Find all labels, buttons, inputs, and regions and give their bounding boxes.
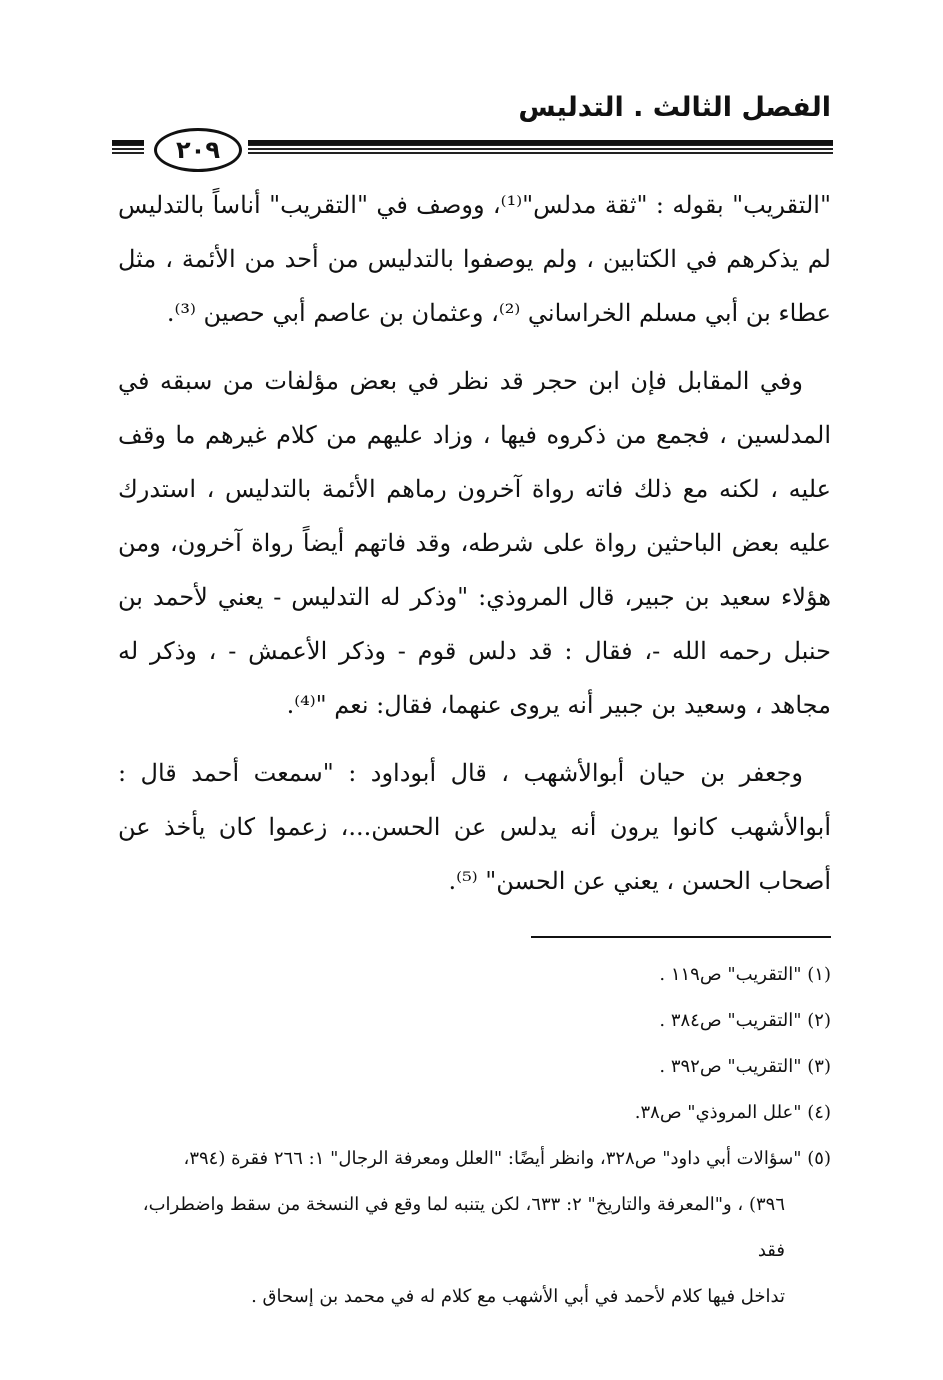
- main-text: [118, 178, 831, 922]
- paragraph: وجعفر بن حيان أبوالأشهب ، قال أبوداود : "سمعت أحمد قال : أبوالأشهب كانوا يرون أنه يدلس عن الحسن...، زعموا كان يأخذ عن أصحاب الحسن ، يعني عن الحسن" ⁽⁵⁾.: [118, 759, 831, 895]
- footnote-separator: [531, 936, 831, 938]
- footnote: (٣) "التقريب" ص٣٩٢ .: [659, 1056, 831, 1077]
- paragraph: "التقريب" بقوله : "ثقة مدلس"⁽¹⁾، ووصف في "التقريب" أناساً بالتدليس لم يذكرهم في الكتابين ، ولم يوصفوا بالتدليس من أحد من الأئمة ، مثل عطاء بن أبي مسلم الخراساني ⁽²⁾، وعثمان بن عاصم أبي حصين ⁽³⁾.: [118, 191, 832, 327]
- footnote: (٥) "سؤالات أبي داود" ص٣٢٨، وانظر أيضًا: "العلل ومعرفة الرجال" ١: ٢٦٦ فقرة (٣٩٤،: [183, 1148, 831, 1169]
- header-rule: [112, 128, 833, 178]
- paragraph: وفي المقابل فإن ابن حجر قد نظر في بعض مؤلفات من سبقه في المدلسين ، فجمع من ذكروه فيها ، وزاد عليهم من كلام غيرهم ما وقف عليه ، لكنه مع ذلك فاته رواة آخرون رماهم الأئمة بالتدليس ، استدرك عليه بعض الباحثين رواة على شرطه، وقد فاتهم أيضاً رواة آخرون، ومن هؤلاء سعيد بن جبير، قال المروذي: "وذكر له التدليس - يعني لأحمد بن حنبل رحمه الله -، فقال : قد دلس قوم - وذكر الأعمش - ، وذكر له مجاهد ، وسعيد بن جبير أنه يروى عنهما، فقال: نعم "⁽⁴⁾.: [118, 367, 831, 719]
- page-number: ٢٠٩: [154, 128, 242, 172]
- footnote: (٢) "التقريب" ص٣٨٤ .: [659, 1010, 831, 1031]
- running-title: الفصل الثالث . التدليس: [518, 92, 831, 123]
- footnotes: [112, 952, 831, 1320]
- footnote-continuation: ٣٩٦) ، و"المعرفة والتاريخ" ٢: ٦٣٣، لكن يتنبه لما وقع في النسخة من سقط واضطراب، فقد: [142, 1194, 785, 1261]
- footnote: (١) "التقريب" ص١١٩ .: [659, 964, 831, 985]
- footnote: (٤) "علل المروذي" ص٣٨.: [634, 1102, 831, 1123]
- footnote-continuation: تداخل فيها كلام لأحمد في أبي الأشهب مع كلام له في محمد بن إسحاق .: [251, 1286, 785, 1307]
